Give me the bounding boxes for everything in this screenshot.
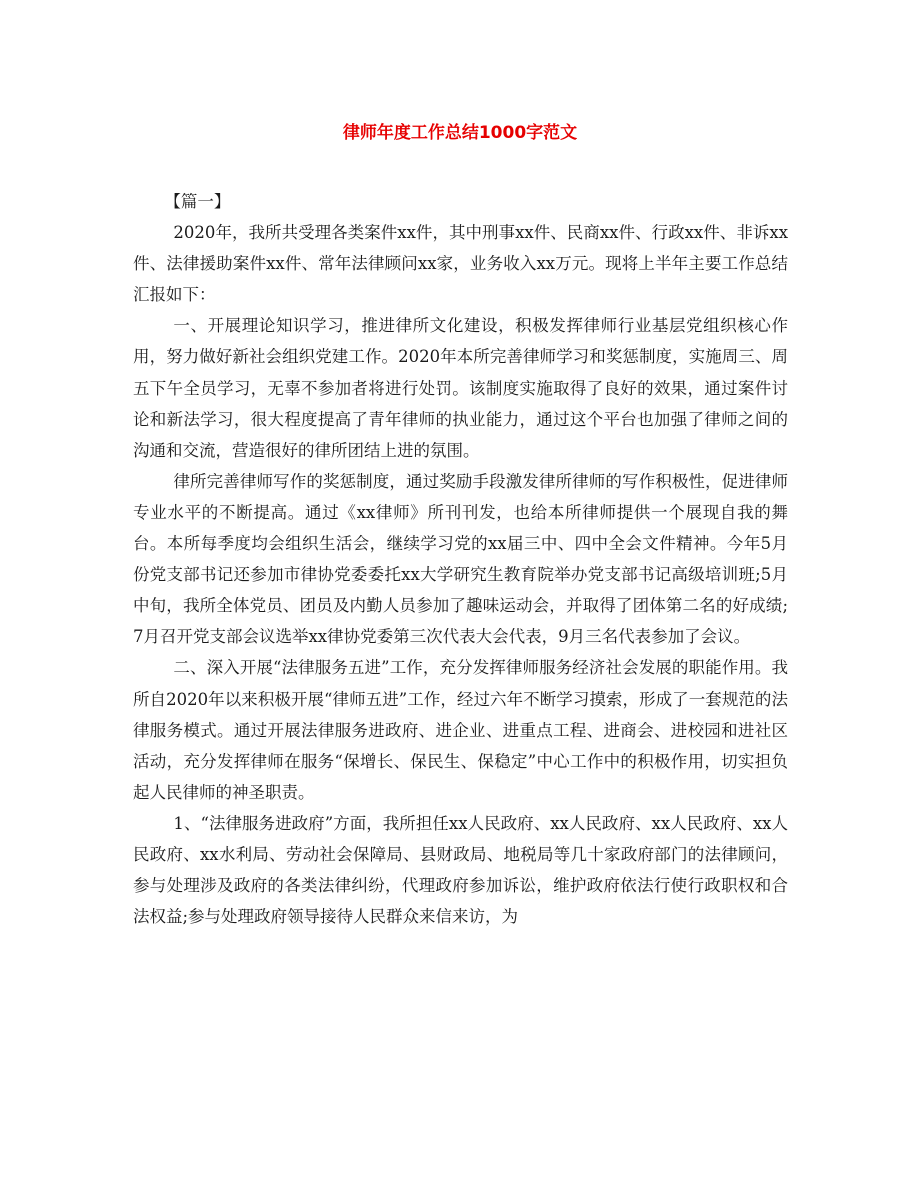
- section-heading: 【篇一】: [164, 192, 231, 211]
- document-body: [133, 186, 788, 932]
- paragraph-theory-study: 一、开展理论知识学习，推进律所文化建设，积极发挥律师行业基层党组织核心作用，努力做好新社会组织党建工作。2020年本所完善律师学习和奖惩制度，实施周三、周五下午全员学习，无辜不参加者将进行处罚。该制度实施取得了良好的效果，通过案件讨论和新法学习，很大程度提高了青年律师的执业能力，通过这个平台也加强了律师之间的沟通和交流，营造很好的律所团结上进的氛围。: [133, 316, 788, 460]
- paragraph-writing-incentive: 律所完善律师写作的奖惩制度，通过奖励手段激发律所律师的写作积极性，促进律师专业水平的不断提高。通过《xx律师》所刊刊发，也给本所律师提供一个展现自我的舞台。本所每季度均会组织生活会，继续学习党的xx届三中、四中全会文件精神。今年5月份党支部书记还参加市律协党委委托xx大学研究生教育院举办党支部书记高级培训班;5月中旬，我所全体党员、团员及内勤人员参加了趣味运动会，并取得了团体第二名的好成绩;7月召开党支部会议选举xx律协党委第三次代表大会代表，9月三名代表参加了会议。: [133, 471, 788, 647]
- paragraph-five-entries: 二、深入开展“法律服务五进”工作，充分发挥律师服务经济社会发展的职能作用。我所自2020年以来积极开展“律师五进”工作，经过六年不断学习摸索，形成了一套规范的法律服务模式。通过开展法律服务进政府、进企业、进重点工程、进商会、进校园和进社区活动，充分发挥律师在服务“保增长、保民生、保稳定”中心工作中的积极作用，切实担负起人民律师的神圣职责。: [133, 658, 788, 802]
- paragraph-summary: 2020年，我所共受理各类案件xx件，其中刑事xx件、民商xx件、行政xx件、非诉xx件、法律援助案件xx件、常年法律顾问xx家，业务收入xx万元。现将上半年主要工作总结汇报如下：: [133, 223, 788, 305]
- paragraph-government-service: 1、“法律服务进政府”方面，我所担任xx人民政府、xx人民政府、xx人民政府、xx人民政府、xx水利局、劳动社会保障局、县财政局、地税局等几十家政府部门的法律顾问，参与处理涉及政府的各类法律纠纷，代理政府参加诉讼，维护政府依法行使行政职权和合法权益;参与处理政府领导接待人民群众来信来访，为: [133, 813, 788, 927]
- document-title: 律师年度工作总结1000字范文: [342, 123, 578, 143]
